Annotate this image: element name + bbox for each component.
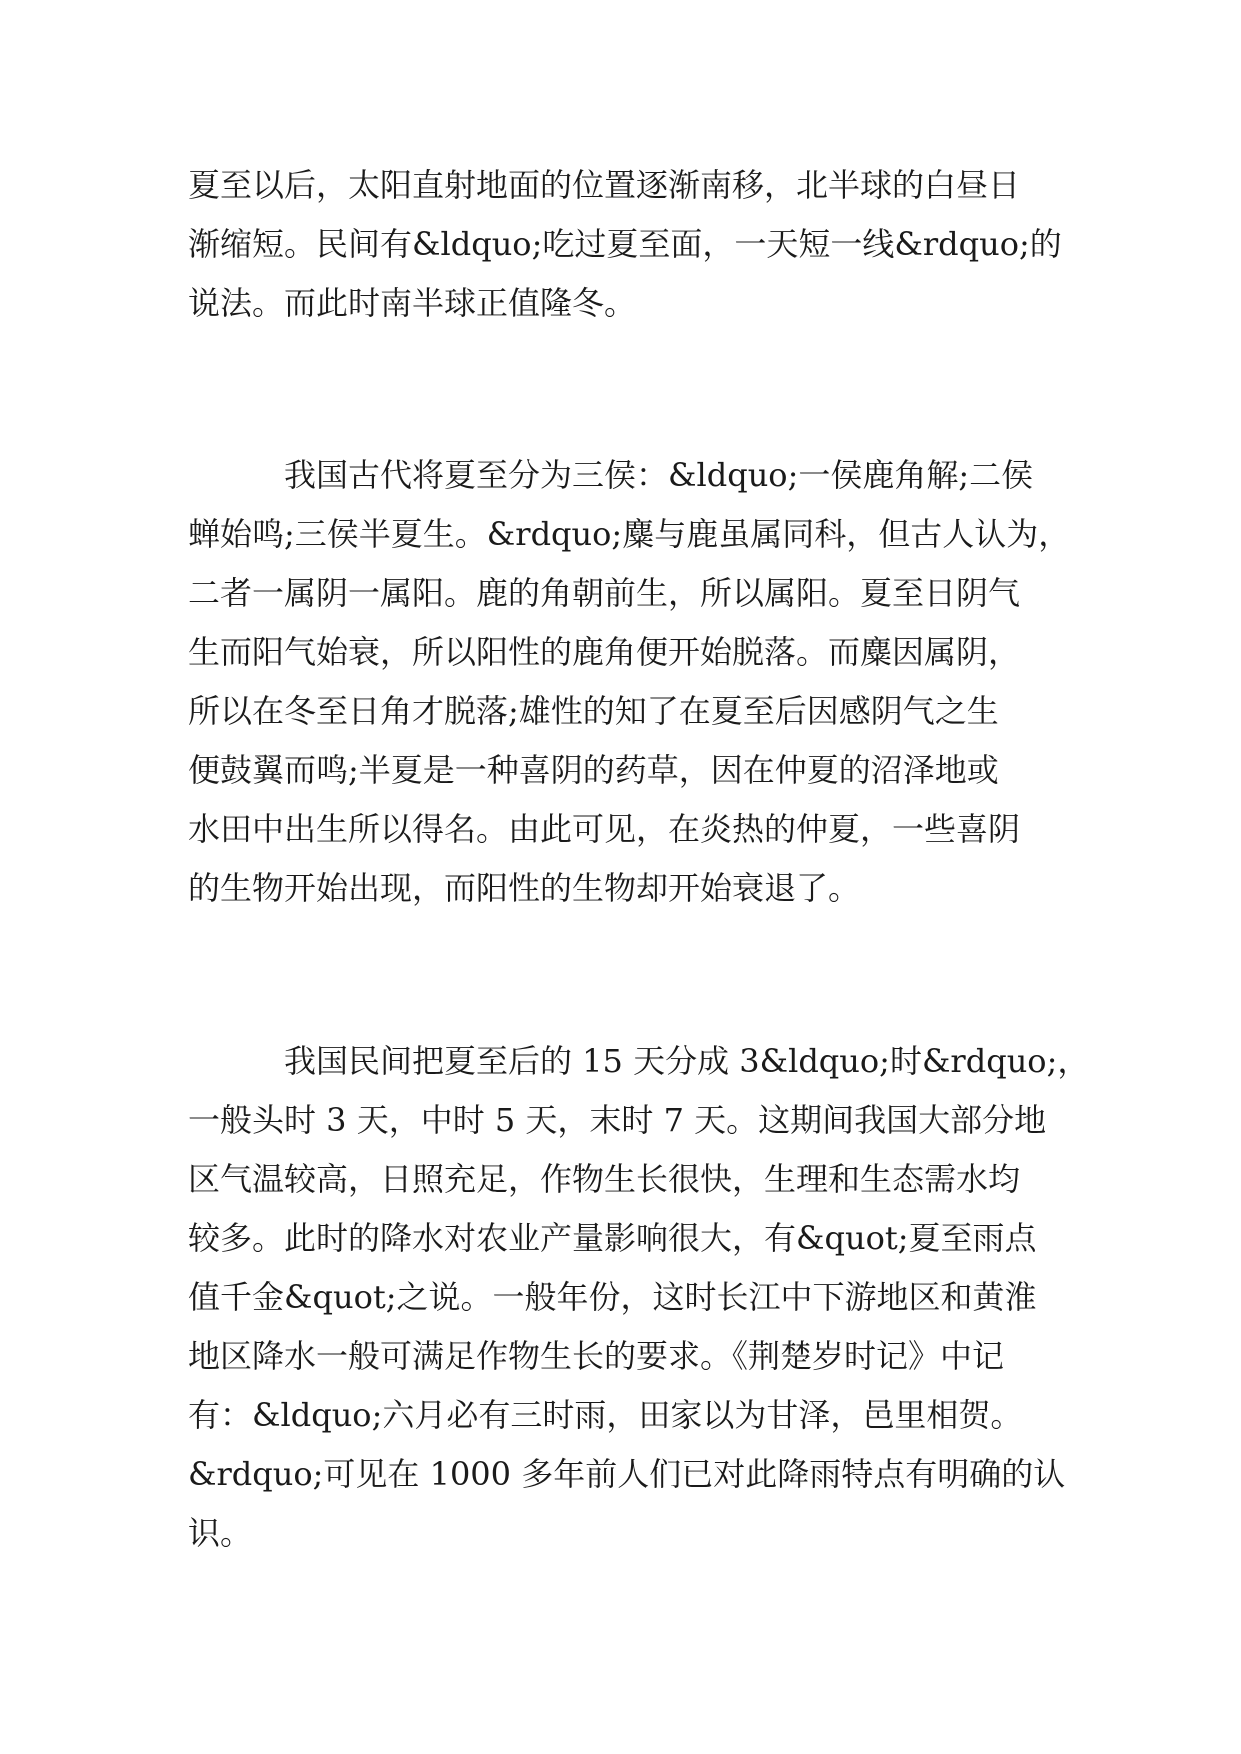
text-line: &rdquo;可见在 1000 多年前人们已对此降雨特点有明确的认 bbox=[188, 1455, 1066, 1493]
text-line: 二者一属阴一属阳。鹿的角朝前生，所以属阳。夏至日阴气 bbox=[188, 574, 1021, 612]
text-line: 夏至以后，太阳直射地面的位置逐渐南移，北半球的白昼日 bbox=[188, 166, 1021, 204]
text-line: 有：&ldquo;六月必有三时雨，田家以为甘泽，邑里相贺。 bbox=[188, 1396, 1023, 1434]
text-line: 较多。此时的降水对农业产量影响很大，有&quot;夏至雨点 bbox=[188, 1219, 1037, 1257]
text-line: 一般头时 3 天，中时 5 天，末时 7 天。这期间我国大部分地 bbox=[188, 1101, 1047, 1139]
text-line: 的生物开始出现，而阳性的生物却开始衰退了。 bbox=[188, 869, 861, 907]
text-line: 地区降水一般可满足作物生长的要求。《荆楚岁时记》中记 bbox=[188, 1337, 1005, 1375]
text-line: 我国民间把夏至后的 15 天分成 3&ldquo;时&rdquo;， bbox=[188, 1042, 1090, 1080]
text-line: 生而阳气始衰，所以阳性的鹿角便开始脱落。而麋因属阴， bbox=[188, 633, 1021, 671]
text-line: 区气温较高，日照充足，作物生长很快，生理和生态需水均 bbox=[188, 1160, 1021, 1198]
paragraph-summer-solstice-daylight bbox=[188, 156, 1078, 333]
text-line: 水田中出生所以得名。由此可见，在炎热的仲夏，一些喜阴 bbox=[188, 810, 1021, 848]
text-line: 识。 bbox=[188, 1514, 253, 1552]
paragraph-three-phenology bbox=[188, 446, 1078, 918]
text-line: 便鼓翼而鸣;半夏是一种喜阴的药草，因在仲夏的沼泽地或 bbox=[188, 751, 999, 789]
text-line: 蝉始鸣;三侯半夏生。&rdquo;麋与鹿虽属同科，但古人认为， bbox=[188, 515, 1071, 553]
text-line: 说法。而此时南半球正值隆冬。 bbox=[188, 284, 637, 322]
text-line: 渐缩短。民间有&ldquo;吃过夏至面，一天短一线&rdquo;的 bbox=[188, 225, 1062, 263]
text-line: 我国古代将夏至分为三侯：&ldquo;一侯鹿角解;二侯 bbox=[188, 456, 1034, 494]
text-line: 值千金&quot;之说。一般年份，这时长江中下游地区和黄淮 bbox=[188, 1278, 1037, 1316]
text-line: 所以在冬至日角才脱落;雄性的知了在夏至后因感阴气之生 bbox=[188, 692, 999, 730]
paragraph-rainfall-folk-saying bbox=[188, 1032, 1090, 1563]
